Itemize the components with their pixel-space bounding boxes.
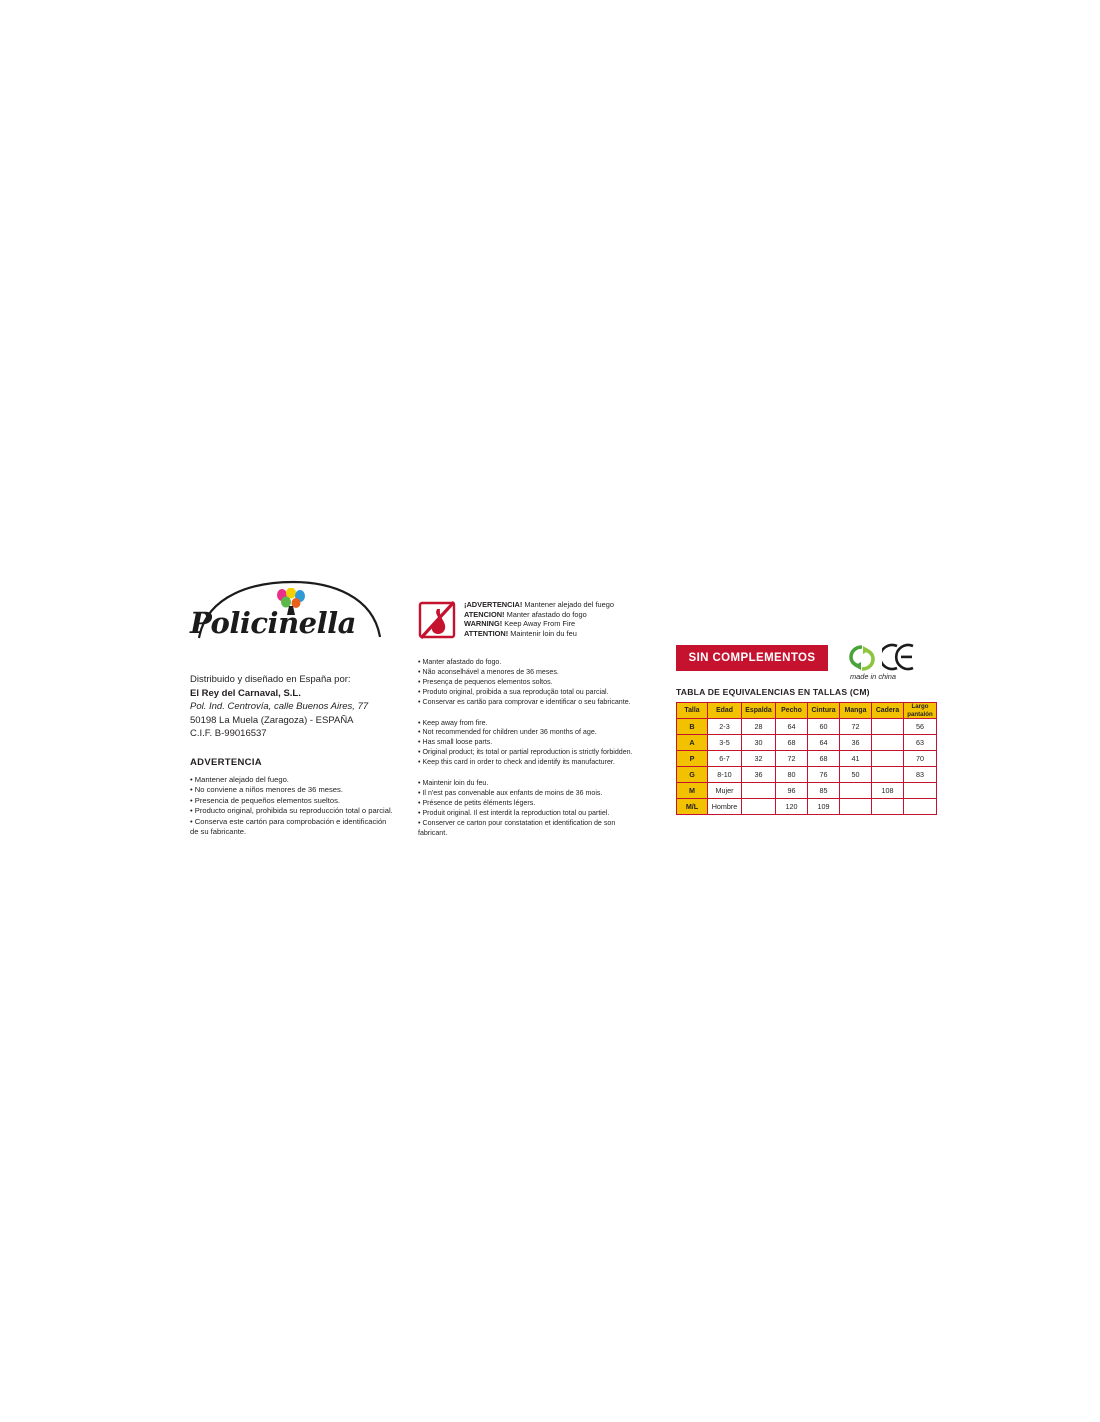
warning-bullet: fabricant. bbox=[418, 828, 448, 837]
fire-warning-lead: ¡ADVERTENCIA! bbox=[464, 600, 523, 609]
cell-edad: 8-10 bbox=[708, 767, 742, 783]
fire-warning-text: Maintenir loin du feu bbox=[508, 628, 577, 638]
fire-warning-lead: ATENCION! bbox=[464, 609, 505, 619]
made-in-china-label: made in china bbox=[850, 672, 897, 681]
ce-mark-icon bbox=[882, 642, 916, 672]
cell-talla: G bbox=[677, 767, 708, 783]
warning-bullet: • Original product; its total or partial reproduction is strictly forbidden. bbox=[418, 748, 633, 757]
sin-complementos-badge: SIN COMPLEMENTOS bbox=[676, 645, 828, 671]
warning-bullet: • Has small loose parts. bbox=[418, 738, 493, 747]
cell-manga: 36 bbox=[840, 735, 872, 751]
cell-cintura: 64 bbox=[808, 735, 840, 751]
col-header-espalda: Espalda bbox=[742, 703, 776, 719]
distributor-panel bbox=[190, 580, 430, 838]
cell-cadera bbox=[872, 751, 904, 767]
warning-bullet: • Not recommended for children under 36 months of age. bbox=[418, 728, 597, 737]
warning-bullet: • Keep this card in order to check and identify its manufacturer. bbox=[418, 758, 615, 767]
cell-pecho: 64 bbox=[776, 719, 808, 735]
warning-bullet: • Il n'est pas convenable aux enfants de moins de 36 mois. bbox=[418, 788, 603, 797]
table-row bbox=[677, 783, 937, 799]
distributor-address bbox=[190, 673, 430, 741]
cell-manga bbox=[840, 783, 872, 799]
cell-edad: 2-3 bbox=[708, 719, 742, 735]
col-header-cadera: Cadera bbox=[872, 703, 904, 719]
size-table bbox=[676, 702, 937, 815]
size-table-title: TABLA DE EQUIVALENCIAS EN TALLAS (CM) bbox=[676, 687, 870, 697]
warning-bullet: • Conserver ce carton pour constatation et identification de son bbox=[418, 818, 616, 827]
cell-largo bbox=[904, 799, 937, 815]
col-header-largo-pantalon: Largo pantalón bbox=[904, 703, 937, 719]
cell-cadera bbox=[872, 767, 904, 783]
distributor-address-line1: Pol. Ind. Centrovía, calle Buenos Aires, 77 bbox=[190, 701, 369, 712]
fire-warning-lines bbox=[464, 600, 643, 638]
warning-bullet: • Presença de pequenos elementos soltos. bbox=[418, 677, 553, 686]
cell-talla: M bbox=[677, 783, 708, 799]
warning-bullet: • Presencia de pequeños elementos sueltos. bbox=[190, 795, 340, 805]
cell-manga: 50 bbox=[840, 767, 872, 783]
cell-cadera bbox=[872, 735, 904, 751]
col-header-manga: Manga bbox=[840, 703, 872, 719]
cell-cadera bbox=[872, 799, 904, 815]
fire-warning-lead: WARNING! bbox=[464, 619, 503, 629]
warning-bullet: • Produto original, proibida a sua reprodução total ou parcial. bbox=[418, 687, 609, 696]
warning-bullet: • Conserva este cartón para comprobación e identificación bbox=[190, 816, 387, 826]
warning-bullet: • Produit original. Il est interdit la reproduction total ou partiel. bbox=[418, 808, 610, 817]
cell-edad: Mujer bbox=[708, 783, 742, 799]
distributor-address-line2: 50198 La Muela (Zaragoza) - ESPAÑA bbox=[190, 714, 354, 726]
table-row bbox=[677, 719, 937, 735]
cell-largo: 83 bbox=[904, 767, 937, 783]
cell-pecho: 80 bbox=[776, 767, 808, 783]
cell-cintura: 76 bbox=[808, 767, 840, 783]
warning-bullet: • Não aconselhável a menores de 36 meses. bbox=[418, 667, 559, 676]
cell-cintura: 85 bbox=[808, 783, 840, 799]
cell-pecho: 68 bbox=[776, 735, 808, 751]
cell-talla: P bbox=[677, 751, 708, 767]
fire-warning-line bbox=[464, 610, 643, 620]
cell-largo: 56 bbox=[904, 719, 937, 735]
warning-bullet: • Mantener alejado del fuego. bbox=[190, 774, 289, 784]
cell-cintura: 109 bbox=[808, 799, 840, 815]
warning-bullet: • No conviene a niños menores de 36 meses. bbox=[190, 785, 343, 795]
cell-largo: 63 bbox=[904, 735, 937, 751]
cell-espalda: 28 bbox=[742, 719, 776, 735]
cell-talla: M/L bbox=[677, 799, 708, 815]
cell-espalda: 36 bbox=[742, 767, 776, 783]
brand-wordmark: Policinella bbox=[190, 606, 356, 640]
col-header-pecho: Pecho bbox=[776, 703, 808, 719]
cell-espalda bbox=[742, 783, 776, 799]
distributor-tax-id: C.I.F. B-99016537 bbox=[190, 728, 267, 739]
warning-bullets-pt bbox=[418, 658, 643, 708]
cell-edad: 6-7 bbox=[708, 751, 742, 767]
cell-espalda bbox=[742, 799, 776, 815]
warning-bullet: de su fabricante. bbox=[190, 827, 247, 837]
col-header-talla: Talla bbox=[677, 703, 708, 719]
warning-bullet: • Manter afastado do fogo. bbox=[418, 658, 502, 666]
fire-warning-lead: ATTENTION! bbox=[464, 628, 509, 638]
multilingual-warning-panel bbox=[418, 600, 643, 839]
distributor-company: El Rey del Carnaval, S.L. bbox=[190, 687, 301, 699]
warning-bullet: • Maintenir loin du feu. bbox=[418, 779, 489, 788]
cell-talla: A bbox=[677, 735, 708, 751]
fire-warning-header bbox=[418, 600, 643, 646]
warning-bullets-en bbox=[418, 719, 643, 769]
cell-largo: 70 bbox=[904, 751, 937, 767]
warning-bullet: • Présence de petits éléments légers. bbox=[418, 798, 536, 807]
fire-warning-line bbox=[464, 600, 643, 610]
fire-warning-text: Mantener alejado del fuego bbox=[522, 600, 614, 609]
distributor-intro: Distribuido y diseñado en España por: bbox=[190, 674, 351, 685]
cell-cadera bbox=[872, 719, 904, 735]
warning-bullet: • Producto original, prohibida su reproducción total o parcial. bbox=[190, 806, 393, 816]
cell-edad: 3-5 bbox=[708, 735, 742, 751]
col-header-cintura: Cintura bbox=[808, 703, 840, 719]
warning-bullets-fr bbox=[418, 779, 643, 838]
cell-manga bbox=[840, 799, 872, 815]
table-row bbox=[677, 799, 937, 815]
warning-title-es: ADVERTENCIA bbox=[190, 756, 262, 768]
cell-edad: Hombre bbox=[708, 799, 742, 815]
table-row bbox=[677, 767, 937, 783]
fire-warning-line bbox=[464, 619, 643, 629]
cell-manga: 41 bbox=[840, 751, 872, 767]
green-dot-recycling-icon bbox=[848, 644, 876, 672]
brand-logo bbox=[190, 580, 390, 655]
badge-row bbox=[676, 645, 931, 685]
table-header-row bbox=[677, 703, 937, 719]
cell-cintura: 68 bbox=[808, 751, 840, 767]
warning-bullet: • Keep away from fire. bbox=[418, 718, 488, 727]
table-row bbox=[677, 751, 937, 767]
cell-espalda: 30 bbox=[742, 735, 776, 751]
size-panel bbox=[676, 645, 931, 815]
cell-pecho: 72 bbox=[776, 751, 808, 767]
cell-largo bbox=[904, 783, 937, 799]
fire-warning-text: Manter afastado do fogo bbox=[504, 609, 587, 619]
cell-cintura: 60 bbox=[808, 719, 840, 735]
cell-cadera: 108 bbox=[872, 783, 904, 799]
cell-espalda: 32 bbox=[742, 751, 776, 767]
fire-warning-line bbox=[464, 629, 643, 639]
cell-manga: 72 bbox=[840, 719, 872, 735]
no-fire-icon bbox=[418, 600, 458, 642]
table-row bbox=[677, 735, 937, 751]
col-header-edad: Edad bbox=[708, 703, 742, 719]
cell-talla: B bbox=[677, 719, 708, 735]
cell-pecho: 96 bbox=[776, 783, 808, 799]
cell-pecho: 120 bbox=[776, 799, 808, 815]
warning-bullet: • Conservar es cartão para comprovar e identificar o seu fabricante. bbox=[418, 697, 631, 706]
fire-warning-text: Keep Away From Fire bbox=[502, 619, 576, 629]
warning-bullets-es bbox=[190, 775, 430, 839]
